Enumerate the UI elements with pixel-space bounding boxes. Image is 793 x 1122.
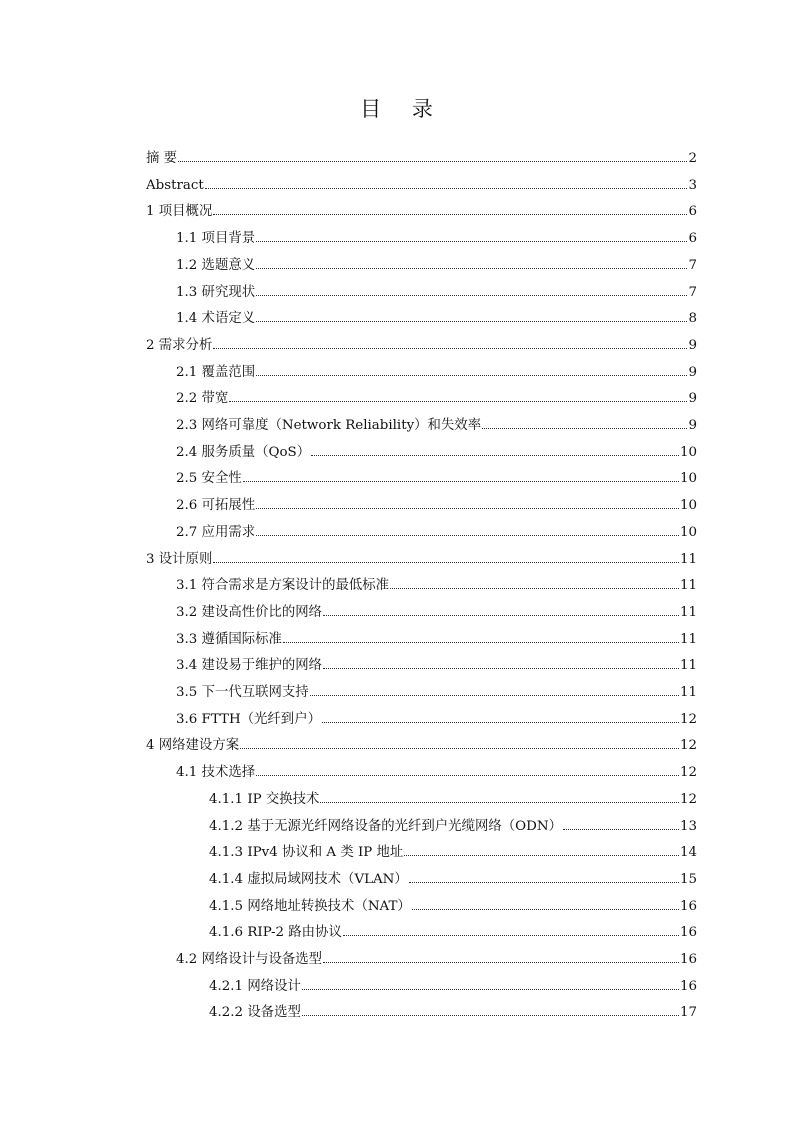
dot-leader: [256, 268, 687, 269]
toc-entry[interactable]: [146, 737, 697, 755]
dot-leader: [409, 882, 679, 883]
toc-entry-label: 1.1 项目背景: [176, 231, 256, 247]
dot-leader: [343, 935, 679, 936]
toc-entry-label: 3.3 遵循国际标准: [176, 631, 282, 647]
toc-entry-page-number: 10: [679, 444, 697, 460]
dot-leader: [412, 909, 679, 910]
toc-entry-label: 3.4 建设易于维护的网络: [176, 658, 323, 674]
toc-entry-page-number: 9: [688, 337, 697, 353]
toc-entry-page-number: 10: [679, 524, 697, 540]
toc-entry[interactable]: [176, 711, 697, 729]
toc-entry[interactable]: [209, 1004, 697, 1022]
toc-entry[interactable]: [146, 203, 697, 221]
toc-entry-label: 3.6 FTTH（光纤到户）: [176, 711, 321, 727]
dot-leader: [205, 188, 688, 189]
toc-entry-page-number: 17: [679, 1005, 697, 1021]
toc-entry-label: 2.1 覆盖范围: [176, 364, 256, 380]
toc-entry-label: 3.5 下一代互联网支持: [176, 685, 309, 700]
dot-leader: [311, 455, 679, 456]
toc-entry-page-number: 10: [679, 498, 697, 514]
toc-entry[interactable]: [176, 284, 697, 302]
toc-entry[interactable]: [146, 551, 697, 569]
toc-entry[interactable]: [176, 470, 697, 488]
toc-entry-label: 4.1.1 IP 交换技术: [209, 791, 320, 807]
toc-entry[interactable]: [146, 177, 697, 195]
toc-entry[interactable]: [176, 764, 697, 782]
toc-entry[interactable]: [209, 871, 697, 889]
toc-entry-label: 3.2 建设高性价比的网络: [176, 604, 323, 620]
toc-entry[interactable]: [176, 657, 697, 675]
toc-entry-page-number: 6: [688, 204, 697, 220]
toc-entry[interactable]: [209, 898, 697, 916]
toc-entry-label: 4.2.1 网络设计: [209, 978, 301, 994]
toc-entry[interactable]: [176, 497, 697, 515]
toc-entry-label: 4.1.5 网络地址转换技术（NAT）: [209, 898, 411, 914]
dot-leader: [320, 802, 679, 803]
toc-entry[interactable]: [146, 150, 697, 168]
toc-entry-label: Abstract: [146, 177, 204, 193]
dot-leader: [213, 214, 687, 215]
dot-leader: [243, 481, 679, 482]
toc-entry-label: 1.2 选题意义: [176, 257, 256, 273]
page-title: 目 录: [360, 97, 445, 121]
dot-leader: [178, 161, 687, 162]
toc-entry-page-number: 15: [679, 871, 697, 887]
toc-entry-label: 1 项目概况: [146, 204, 213, 220]
toc-entry[interactable]: [176, 524, 697, 542]
toc-entry-label: 1.3 研究现状: [176, 284, 256, 300]
toc-entry-page-number: 11: [679, 551, 697, 567]
toc-entry-page-number: 12: [679, 791, 697, 807]
dot-leader: [213, 562, 679, 563]
toc-entry-page-number: 16: [679, 925, 697, 941]
toc-entry-page-number: 12: [679, 765, 697, 781]
toc-entry[interactable]: [176, 417, 697, 435]
toc-entry[interactable]: [176, 364, 697, 382]
dot-leader: [323, 668, 679, 669]
toc-entry[interactable]: [176, 230, 697, 248]
toc-entry-page-number: 2: [688, 151, 697, 166]
dot-leader: [256, 508, 679, 509]
toc-entry-label: 4.1.2 基于无源光纤网络设备的光纤到户光缆网络（ODN）: [209, 818, 562, 834]
toc-entry-label: 1.4 术语定义: [176, 311, 256, 327]
toc-entry-label: 2.2 带宽: [176, 391, 229, 407]
toc-entry-label: 4.1.4 虚拟局域网技术（VLAN）: [209, 871, 408, 887]
toc-entry-page-number: 13: [679, 818, 697, 834]
toc-entry-page-number: 7: [688, 257, 697, 273]
toc-entry[interactable]: [176, 604, 697, 622]
dot-leader: [390, 588, 679, 589]
dot-leader: [322, 722, 679, 723]
toc-entry-label: 2.6 可拓展性: [176, 498, 256, 514]
toc-entry-page-number: 12: [679, 711, 697, 727]
toc-entry[interactable]: [209, 844, 697, 862]
dot-leader: [283, 642, 679, 643]
toc-entry[interactable]: [176, 390, 697, 408]
toc-entry-label: 4.1 技术选择: [176, 765, 256, 781]
toc-entry-label: 4.1.3 IPv4 协议和 A 类 IP 地址: [209, 845, 404, 861]
dot-leader: [310, 695, 679, 696]
toc-entry[interactable]: [209, 978, 697, 996]
toc-entry-page-number: 9: [688, 364, 697, 380]
toc-entry-label: 2.4 服务质量（QoS）: [176, 444, 311, 460]
toc-entry[interactable]: [176, 310, 697, 328]
toc-entry-label: 3 设计原则: [146, 551, 213, 567]
dot-leader: [213, 348, 687, 349]
toc-entry-label: 4.2.2 设备选型: [209, 1005, 301, 1021]
toc-entry-page-number: 6: [688, 231, 697, 247]
dot-leader: [302, 1015, 679, 1016]
toc-entry[interactable]: [209, 818, 697, 836]
toc-entry[interactable]: [176, 577, 697, 595]
toc-entry[interactable]: [209, 791, 697, 809]
dot-leader: [563, 829, 679, 830]
dot-leader: [240, 748, 679, 749]
dot-leader: [256, 775, 679, 776]
toc-entry-page-number: 9: [688, 391, 697, 407]
toc-entry-page-number: 7: [688, 284, 697, 300]
toc-entry-page-number: 11: [679, 658, 697, 674]
toc-entry-page-number: 10: [679, 471, 697, 487]
toc-entry-label: 4.2 网络设计与设备选型: [176, 952, 323, 967]
dot-leader: [256, 295, 687, 296]
toc-entry-label: 4 网络建设方案: [146, 738, 240, 754]
toc-entry-page-number: 9: [688, 418, 697, 433]
toc-entry-page-number: 11: [679, 604, 697, 620]
toc-entry[interactable]: [209, 924, 697, 942]
dot-leader: [302, 989, 679, 990]
dot-leader: [404, 855, 679, 856]
toc-entry-page-number: 14: [679, 845, 697, 861]
toc-entry[interactable]: [176, 257, 697, 275]
toc-entry-page-number: 16: [679, 978, 697, 994]
toc-entry-label: 3.1 符合需求是方案设计的最低标准: [176, 578, 390, 594]
toc-entry[interactable]: [146, 337, 697, 355]
toc-entry-label: 4.1.6 RIP-2 路由协议: [209, 925, 342, 941]
dot-leader: [256, 241, 687, 242]
toc-entry-page-number: 3: [688, 177, 697, 193]
toc-entry-label: 2 需求分析: [146, 337, 213, 353]
toc-entry-page-number: 16: [679, 952, 697, 967]
toc-entry[interactable]: [176, 444, 697, 462]
toc-entry-label: 2.7 应用需求: [176, 524, 256, 540]
toc-entry-page-number: 8: [688, 311, 697, 327]
dot-leader: [256, 321, 687, 322]
toc-entry-page-number: 12: [679, 738, 697, 754]
dot-leader: [482, 428, 687, 429]
dot-leader: [229, 401, 687, 402]
dot-leader: [323, 615, 679, 616]
toc-entry-label: 摘 要: [146, 151, 178, 166]
dot-leader: [323, 962, 679, 963]
toc-entry-label: 2.5 安全性: [176, 471, 242, 487]
dot-leader: [256, 535, 679, 536]
dot-leader: [256, 375, 687, 376]
toc-entry-page-number: 11: [679, 631, 697, 647]
toc-entry-page-number: 16: [679, 898, 697, 914]
toc-entry[interactable]: [176, 684, 697, 702]
toc-entry[interactable]: [176, 951, 697, 969]
toc-entry-label: 2.3 网络可靠度（Network Reliability）和失效率: [176, 418, 482, 433]
toc-entry-page-number: 11: [679, 578, 697, 594]
toc-entry-page-number: 11: [679, 685, 697, 700]
toc-entry[interactable]: [176, 631, 697, 649]
